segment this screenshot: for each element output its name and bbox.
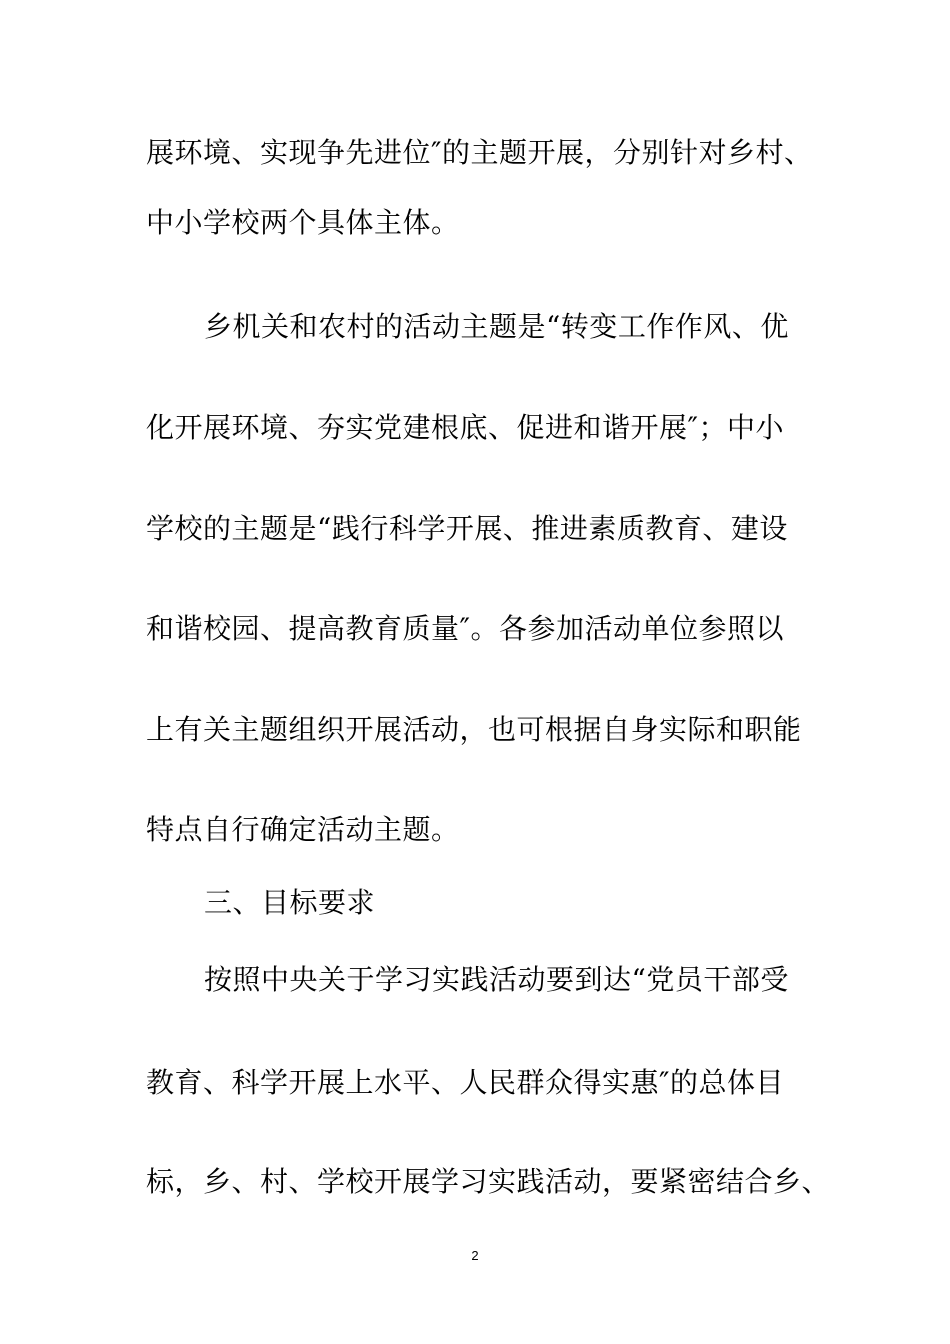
- text-line: 中小学校两个具体主体。: [146, 206, 460, 239]
- text-line: 教育、科学开展上水平、人民群众得实惠″的总体目: [146, 1066, 784, 1099]
- paragraph-start-line: 按照中央关于学习实践活动要到达“党员干部受: [204, 963, 789, 996]
- text-line: 展环境、实现争先进位″的主题开展，分别针对乡村、: [146, 136, 813, 169]
- paragraph-start-line: 乡机关和农村的活动主题是“转变工作作风、优: [204, 310, 789, 343]
- text-line: 和谐校园、提高教育质量″。各参加活动单位参照以: [146, 612, 784, 645]
- page-number: 2: [471, 1248, 479, 1263]
- text-line: 化开展环境、夯实党建根底、促进和谐开展″；中小: [146, 411, 784, 444]
- text-line: 上有关主题组织开展活动，也可根据自身实际和职能: [146, 713, 802, 746]
- section-heading: 三、目标要求: [204, 886, 376, 919]
- text-line: 学校的主题是“践行科学开展、推进素质教育、建设: [146, 512, 788, 545]
- text-line: 标，乡、村、学校开展学习实践活动，要紧密结合乡、: [146, 1165, 831, 1198]
- text-line: 特点自行确定活动主题。: [146, 813, 460, 846]
